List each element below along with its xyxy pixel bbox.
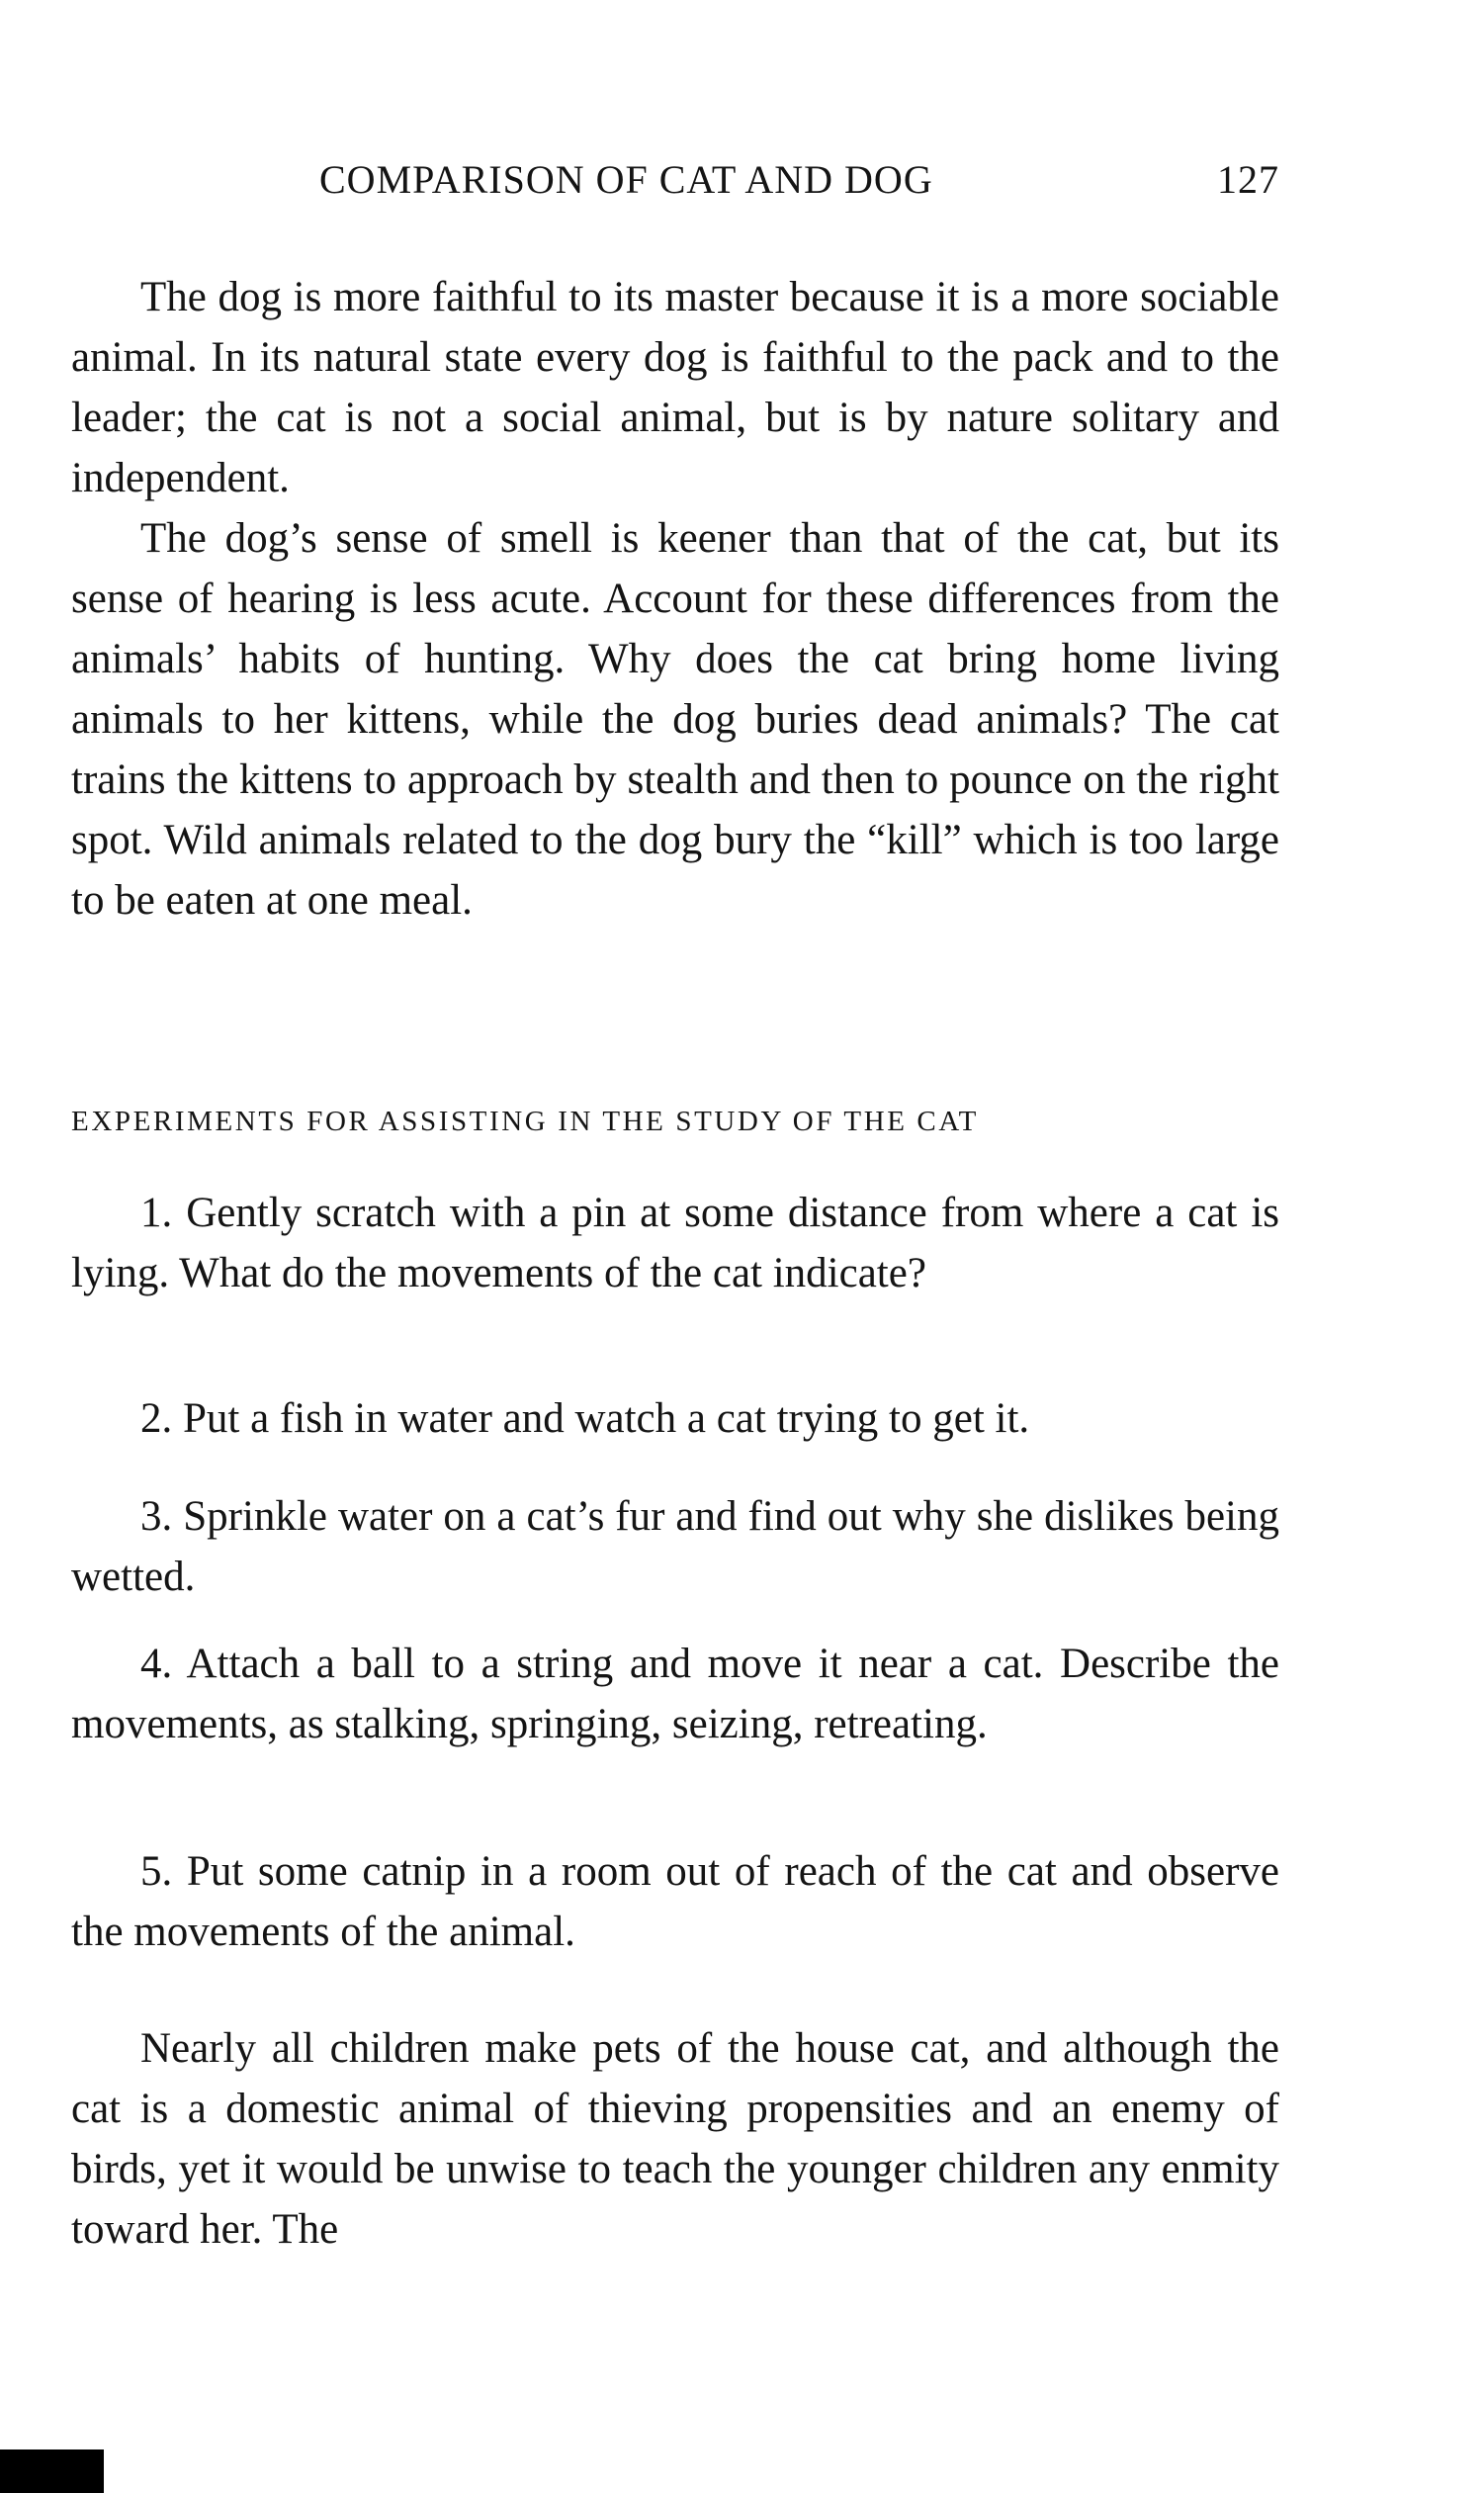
paragraph-house-cat: Nearly all children make pets of the house cat, and although the cat is a domestic animal of thieving propensities and an enemy of birds, yet it would be unwise to teach the younger children any enmity toward her. The (71, 2025, 1279, 2253)
running-head (71, 156, 1279, 216)
paragraph-faithfulness: The dog is more faithful to its master because it is a more sociable animal. In its natural state every dog is faithful to the pack and to the leader; the cat is not a social animal, but is by nature solitary and independent. (71, 274, 1279, 501)
experiment-item-2: 2. Put a fish in water and watch a cat trying to get it. (140, 1395, 1030, 1442)
experiment-item-4: 4. Attach a ball to a string and move it near a cat. Describe the movements, as stalking, springing, seizing, retreating. (71, 1641, 1279, 1747)
book-page (71, 0, 1279, 2493)
experiment-item-1: 1. Gently scratch with a pin at some distance from where a cat is lying. What do the movements of the cat indicate? (71, 1190, 1279, 1296)
experiment-item-5: 5. Put some catnip in a room out of reach of the cat and observe the movements of the animal. (71, 1848, 1279, 1955)
page-number: 127 (1217, 157, 1279, 202)
chapter-title: COMPARISON OF CAT AND DOG (319, 157, 933, 202)
paragraph-senses: The dog’s sense of smell is keener than that of the cat, but its sense of hearing is less acute. Account for these differences from the animals’ habits of hunting. Why does the cat bring home living animals to her kittens, while the dog buries dead animals? The cat trains the kittens to approach by stealth and then to pounce on the right spot. Wild animals related to the dog bury the “kill” which is too large to be eaten at one meal. (71, 515, 1279, 924)
experiment-item-3: 3. Sprinkle water on a cat’s fur and find out why she dislikes being wetted. (71, 1493, 1279, 1600)
section-heading-experiments: EXPERIMENTS FOR ASSISTING IN THE STUDY OF THE CAT (71, 1106, 979, 1137)
scan-edge-mark (0, 2449, 104, 2493)
